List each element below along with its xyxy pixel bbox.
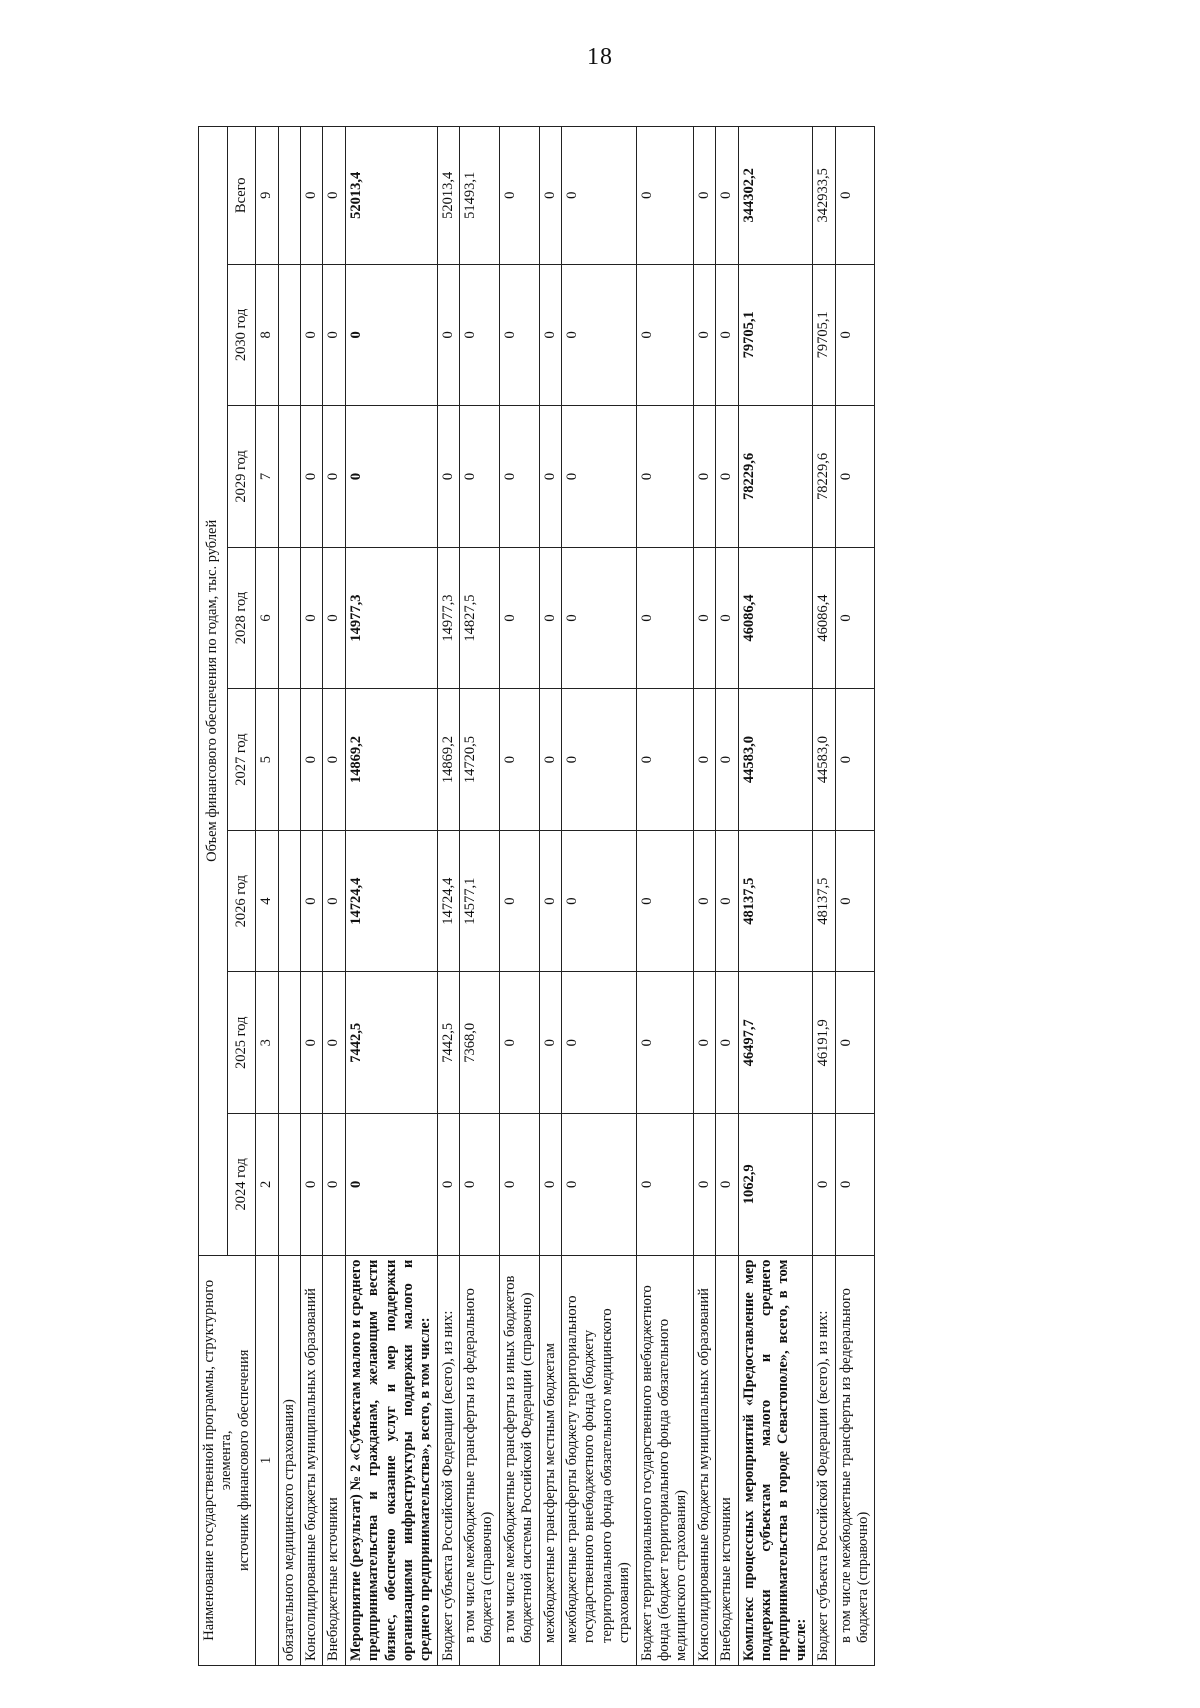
row-year-value: 7442,5 [437,972,459,1114]
row-source-name: Мероприятие (результат) № 2 «Субъектам малого и среднего предпринимательства и гражданам, желающим вести бизнес, обеспечено оказание услуг и мер поддержки организациями инфраструктуры поддержки малого и среднего предпринимательства», всего, в том числе: [345,1255,437,1665]
row-year-value: 7442,5 [345,972,437,1114]
row-year-value: 0 [300,830,322,972]
row-year-value: 0 [437,1114,459,1256]
column-number: 5 [256,689,278,831]
row-year-value: 0 [562,830,637,972]
table-row [499,127,539,1666]
row-year-value: 0 [300,689,322,831]
year-header: 2025 год [227,972,256,1114]
row-year-value: 0 [716,406,738,548]
row-year-value: 0 [835,547,875,689]
row-year-value: 0 [323,264,345,406]
row-year-value: 0 [636,830,693,972]
row-total-value: 0 [835,127,875,265]
row-year-value: 0 [636,406,693,548]
row-year-value: 0 [323,547,345,689]
table-row [437,127,459,1666]
row-year-value: 0 [693,972,715,1114]
row-year-value: 46086,4 [738,547,813,689]
row-year-value: 14827,5 [460,547,500,689]
row-year-value: 44583,0 [813,689,835,831]
row-year-value: 7368,0 [460,972,500,1114]
row-year-value: 0 [562,972,637,1114]
row-year-value: 0 [323,1114,345,1256]
row-year-value: 0 [716,547,738,689]
column-number: 3 [256,972,278,1114]
row-year-value: 0 [693,689,715,831]
row-year-value: 0 [460,1114,500,1256]
row-year-value: 0 [835,830,875,972]
row-year-value: 46086,4 [813,547,835,689]
table-row [278,127,300,1666]
row-year-value: 79705,1 [738,264,813,406]
row-year-value [278,972,300,1114]
row-year-value [278,406,300,548]
row-year-value: 46497,7 [738,972,813,1114]
row-year-value: 78229,6 [738,406,813,548]
row-total-value: 0 [499,127,539,265]
row-year-value: 0 [562,264,637,406]
table-rotated-container [198,126,1088,1666]
column-number: 8 [256,264,278,406]
row-year-value: 0 [539,406,561,548]
row-year-value: 0 [693,547,715,689]
row-year-value: 0 [345,1114,437,1256]
row-year-value: 0 [437,264,459,406]
table-row [636,127,693,1666]
row-total-value: 344302,2 [738,127,813,265]
table-row [716,127,738,1666]
year-header: 2030 год [227,264,256,406]
row-source-name: Бюджет субъекта Российской Федерации (всего), из них: [437,1255,459,1665]
row-year-value: 0 [716,1114,738,1256]
row-total-value: 0 [562,127,637,265]
row-year-value: 0 [539,972,561,1114]
row-year-value: 48137,5 [813,830,835,972]
row-year-value: 0 [835,406,875,548]
col1-title-line2: источник финансового обеспечения [235,1349,252,1571]
row-year-value: 0 [562,547,637,689]
row-year-value: 0 [323,689,345,831]
row-year-value: 14577,1 [460,830,500,972]
row-year-value: 0 [693,830,715,972]
year-header: 2026 год [227,830,256,972]
row-year-value: 0 [499,689,539,831]
row-total-value: 52013,4 [437,127,459,265]
row-year-value: 0 [539,1114,561,1256]
table-row [300,127,322,1666]
row-source-name: Консолидированные бюджеты муниципальных образований [300,1255,322,1665]
row-year-value [278,264,300,406]
row-year-value: 0 [460,264,500,406]
financing-table [198,126,875,1666]
table-row [813,127,835,1666]
total-header: Всего [227,127,256,265]
row-year-value: 14869,2 [437,689,459,831]
row-year-value: 0 [437,406,459,548]
year-header: 2029 год [227,406,256,548]
row-year-value: 44583,0 [738,689,813,831]
row-year-value: 0 [716,264,738,406]
table-row [562,127,637,1666]
row-year-value: 0 [460,406,500,548]
row-year-value: 0 [539,547,561,689]
row-year-value: 0 [539,830,561,972]
row-year-value [278,1114,300,1256]
table-row [738,127,813,1666]
row-year-value: 0 [499,264,539,406]
row-year-value: 79705,1 [813,264,835,406]
row-year-value: 0 [499,972,539,1114]
row-total-value: 52013,4 [345,127,437,265]
row-year-value: 14720,5 [460,689,500,831]
row-year-value: 14977,3 [345,547,437,689]
row-year-value [278,547,300,689]
row-year-value: 14724,4 [345,830,437,972]
row-year-value: 0 [636,1114,693,1256]
row-source-name: Комплекс процессных мероприятий «Предоставление мер поддержки субъектам малого и среднего предпринимательства в городе Севастополе», всего, в том числе: [738,1255,813,1665]
row-source-name: межбюджетные трансферты местным бюджетам [539,1255,561,1665]
row-year-value: 0 [499,830,539,972]
row-total-value: 0 [300,127,322,265]
volume-header: Объем финансового обеспечения по годам, тыс. рублей [199,127,228,1256]
row-year-value: 0 [499,1114,539,1256]
row-year-value: 0 [716,972,738,1114]
row-year-value: 0 [323,972,345,1114]
row-source-name: Консолидированные бюджеты муниципальных образований [693,1255,715,1665]
row-year-value: 14977,3 [437,547,459,689]
row-total-value: 51493,1 [460,127,500,265]
col1-header [199,1255,256,1665]
table-landscape [198,126,1088,1666]
row-year-value: 0 [693,264,715,406]
row-year-value: 0 [300,972,322,1114]
row-source-name: Внебюджетные источники [323,1255,345,1665]
row-year-value: 0 [835,264,875,406]
table-row [345,127,437,1666]
row-year-value [278,689,300,831]
row-year-value: 0 [835,972,875,1114]
row-year-value: 0 [539,264,561,406]
row-total-value: 342933,5 [813,127,835,265]
row-year-value: 14724,4 [437,830,459,972]
column-number: 4 [256,830,278,972]
row-year-value: 0 [562,1114,637,1256]
row-year-value: 0 [499,406,539,548]
row-year-value: 0 [323,406,345,548]
row-year-value: 0 [345,406,437,548]
row-year-value: 0 [539,689,561,831]
table-row [323,127,345,1666]
row-total-value: 0 [716,127,738,265]
column-number: 9 [256,127,278,265]
row-year-value [278,830,300,972]
row-year-value: 0 [835,1114,875,1256]
row-total-value: 0 [323,127,345,265]
row-year-value: 0 [636,689,693,831]
row-year-value: 0 [300,547,322,689]
row-year-value: 48137,5 [738,830,813,972]
row-year-value: 0 [693,406,715,548]
row-year-value: 14869,2 [345,689,437,831]
row-year-value: 0 [636,972,693,1114]
row-year-value: 0 [716,689,738,831]
table-row [835,127,875,1666]
column-number: 7 [256,406,278,548]
row-year-value: 0 [300,264,322,406]
row-year-value: 0 [636,547,693,689]
row-year-value: 0 [562,406,637,548]
row-year-value: 0 [300,406,322,548]
row-year-value: 0 [693,1114,715,1256]
column-number: 6 [256,547,278,689]
row-year-value: 0 [345,264,437,406]
row-year-value: 0 [813,1114,835,1256]
column-number: 2 [256,1114,278,1256]
row-year-value: 46191,9 [813,972,835,1114]
row-source-name: Внебюджетные источники [716,1255,738,1665]
column-number: 1 [256,1255,278,1665]
table-body [278,127,875,1666]
page-number: 18 [587,44,613,70]
row-year-value: 78229,6 [813,406,835,548]
year-header: 2028 год [227,547,256,689]
table-row [693,127,715,1666]
row-year-value: 1062,9 [738,1114,813,1256]
row-year-value: 0 [716,830,738,972]
row-total-value: 0 [693,127,715,265]
row-total-value: 0 [539,127,561,265]
table-row [539,127,561,1666]
row-source-name: Бюджет территориального государственного внебюджетного фонда (бюджет территориального фонда обязательного медицинского страхования) [636,1255,693,1665]
table-row [460,127,500,1666]
row-source-name: Бюджет субъекта Российской Федерации (всего), из них: [813,1255,835,1665]
row-source-name: в том числе межбюджетные трансферты из федерального бюджета (справочно) [835,1255,875,1665]
row-source-name: межбюджетные трансферты бюджету территориального государственного внебюджетного фонда (бюджету территориального фонда обязательного медицинского страхования) [562,1255,637,1665]
row-source-name: в том числе межбюджетные трансферты из иных бюджетов бюджетной системы Российской Федерации (справочно) [499,1255,539,1665]
row-source-name: обязательного медицинского страхования) [278,1255,300,1665]
row-year-value: 0 [562,689,637,831]
row-source-name: в том числе межбюджетные трансферты из федерального бюджета (справочно) [460,1255,500,1665]
row-total-value: 0 [636,127,693,265]
year-header: 2024 год [227,1114,256,1256]
row-year-value: 0 [300,1114,322,1256]
row-year-value: 0 [835,689,875,831]
year-header: 2027 год [227,689,256,831]
row-year-value: 0 [636,264,693,406]
row-year-value: 0 [323,830,345,972]
row-total-value [278,127,300,265]
col1-title-line1: Наименование государственной программы, структурного элемента, [201,1279,235,1641]
row-year-value: 0 [499,547,539,689]
